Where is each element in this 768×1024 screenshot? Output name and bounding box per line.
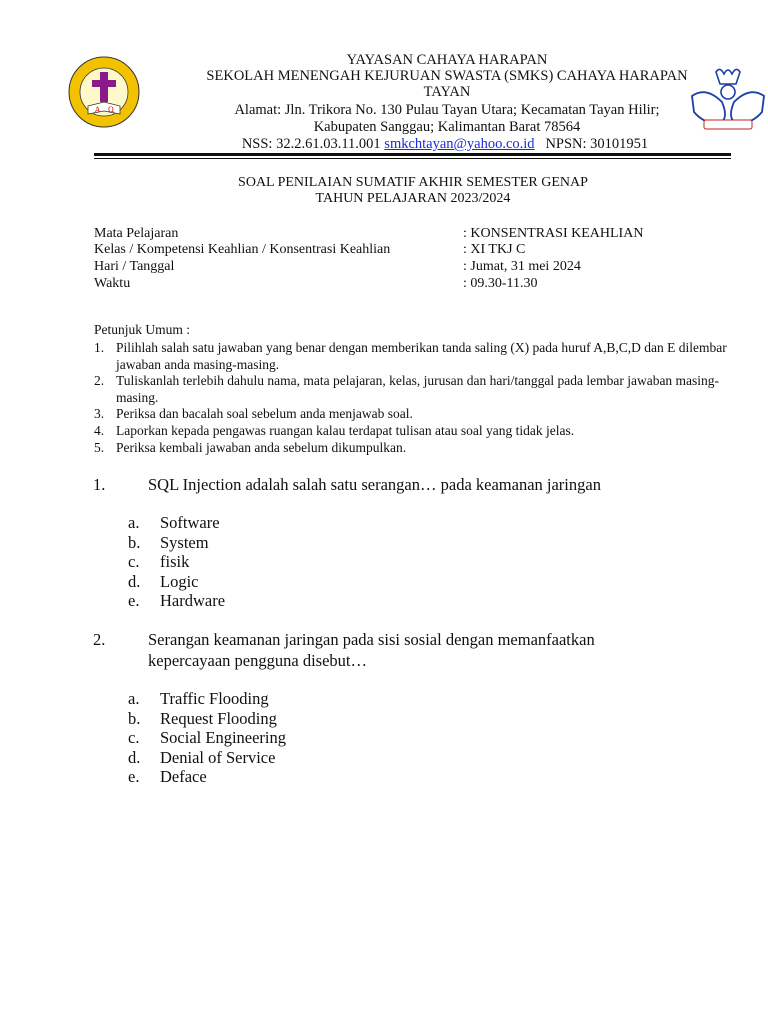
question-number: 2.: [93, 630, 106, 649]
option-text: Social Engineering: [160, 728, 287, 747]
info-value-subject: : KONSENTRASI KEAHLIAN: [463, 226, 644, 241]
instruction-number: 2.: [94, 373, 105, 389]
option-text: Deface: [160, 767, 207, 786]
instruction-text: Pilihlah salah satu jawaban yang benar dengan memberikan tanda saling (X) pada huruf A,B,C,D dan E dilembar jawaban anda masing-masing.: [116, 340, 727, 372]
answer-option: [128, 748, 275, 768]
question-text: SQL Injection adalah salah satu serangan… pada keamanan jaringan: [148, 475, 601, 494]
foundation-name: YAYASAN CAHAYA HARAPAN: [346, 52, 548, 68]
npsn-number: NPSN: 30101951: [545, 136, 649, 152]
answer-option: [128, 513, 220, 533]
option-letter: b.: [128, 533, 141, 552]
option-letter: c.: [128, 552, 140, 571]
option-text: Logic: [160, 572, 199, 591]
instruction-number: 1.: [94, 340, 105, 355]
answer-option: [128, 591, 225, 611]
instruction-number: 5.: [94, 439, 105, 455]
info-value-class: : XI TKJ C: [463, 242, 526, 257]
instruction-text: Tuliskanlah terlebih dahulu nama, mata pelajaran, kelas, jurusan dan hari/tanggal pada lembar jawaban masing-masing.: [116, 373, 720, 405]
instruction-number: 3.: [94, 406, 105, 422]
instruction-text: Periksa kembali jawaban anda sebelum dikumpulkan.: [116, 439, 407, 455]
answer-option: [128, 709, 277, 729]
instruction-number: 4.: [94, 422, 105, 438]
school-address-line2: Kabupaten Sanggau; Kalimantan Barat 78564: [313, 119, 581, 135]
option-text: System: [160, 533, 209, 552]
instruction-item: [94, 440, 734, 457]
instruction-item: [94, 406, 734, 423]
school-name: SEKOLAH MENENGAH KEJURUAN SWASTA (SMKS) CAHAYA HARAPAN: [206, 68, 688, 84]
exam-title: SOAL PENILAIAN SUMATIF AKHIR SEMESTER GENAP: [238, 175, 588, 190]
exam-year: TAHUN PELAJARAN 2023/2024: [315, 191, 511, 206]
instructions-list: [94, 340, 734, 456]
option-letter: b.: [128, 709, 141, 728]
school-email-link[interactable]: smkchtayan@yahoo.co.id: [384, 136, 535, 152]
option-text: Denial of Service: [160, 748, 276, 767]
school-address-line1: Alamat: Jln. Trikora No. 130 Pulau Tayan Utara; Kecamatan Tayan Hilir;: [234, 102, 660, 118]
alpha-letter: Α: [95, 106, 101, 114]
instructions-title: Petunjuk Umum :: [94, 322, 191, 337]
nss-number: NSS: 32.2.61.03.11.001: [241, 136, 381, 152]
option-letter: a.: [128, 513, 140, 532]
option-text: Traffic Flooding: [160, 689, 269, 708]
info-value-time: : 09.30-11.30: [463, 276, 538, 291]
answer-option: [128, 552, 189, 572]
info-label-class: Kelas / Kompetensi Keahlian / Konsentrasi Keahlian: [94, 242, 391, 257]
option-letter: d.: [128, 748, 141, 767]
option-letter: e.: [128, 767, 140, 786]
info-label-time: Waktu: [94, 276, 131, 291]
question-number: 1.: [93, 475, 106, 494]
option-letter: e.: [128, 591, 140, 610]
question-text: Serangan keamanan jaringan pada sisi sosial dengan memanfaatkan kepercayaan pengguna disebut…: [148, 630, 595, 670]
option-text: Software: [160, 513, 220, 532]
info-label-date: Hari / Tanggal: [94, 259, 175, 274]
option-letter: d.: [128, 572, 141, 591]
answer-option: [128, 728, 286, 748]
option-text: fisik: [160, 552, 190, 571]
instruction-item: [94, 423, 734, 440]
instruction-item: [94, 373, 734, 406]
info-value-date: : Jumat, 31 mei 2024: [463, 259, 581, 274]
info-label-subject: Mata Pelajaran: [94, 226, 179, 241]
instruction-text: Periksa dan bacalah soal sebelum anda menjawab soal.: [116, 406, 413, 422]
answer-option: [128, 767, 207, 787]
answer-option: [128, 533, 209, 553]
option-text: Hardware: [160, 591, 226, 610]
instruction-item: [94, 340, 734, 373]
option-text: Request Flooding: [160, 709, 277, 728]
letterhead-rule-thick: [94, 153, 731, 156]
option-letter: c.: [128, 728, 140, 747]
answer-option: [128, 572, 199, 592]
omega-letter: Ω: [108, 106, 114, 114]
school-identifiers: [60, 136, 768, 153]
school-city: TAYAN: [423, 84, 471, 100]
letterhead-rule-thin: [94, 158, 731, 159]
instruction-text: Laporkan kepada pengawas ruangan kalau terdapat tulisan atau soal yang tidak jelas.: [116, 422, 575, 438]
option-letter: a.: [128, 689, 140, 708]
answer-option: [128, 689, 269, 709]
